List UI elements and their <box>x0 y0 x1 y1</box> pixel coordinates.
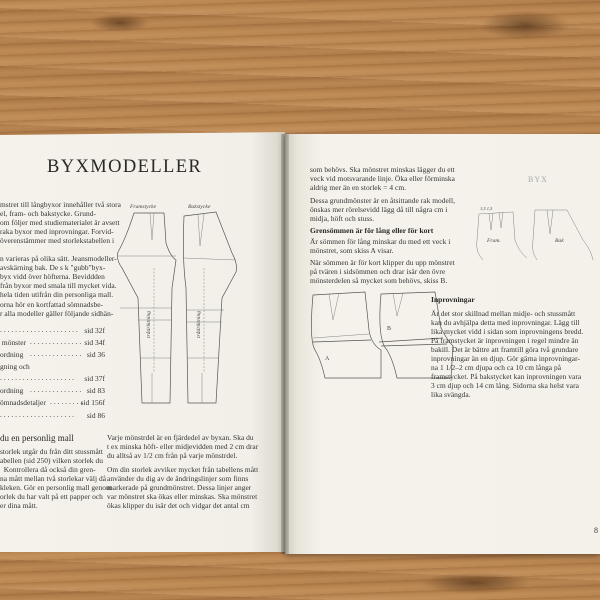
text-line: er dina mått. <box>0 501 38 510</box>
text-line: r alla modeller gäller följande sidhän- <box>0 309 114 318</box>
grain-label-front: trådriktning <box>146 310 152 338</box>
back-piece-label: Bakstycke <box>188 204 211 210</box>
text-line: orlek du har valt på ett papper och <box>0 492 103 501</box>
sketch-a-label: A <box>325 356 330 362</box>
text-line: markerade på grundmönstret. Dessa linjer anger <box>107 483 252 492</box>
text-line: använder du dig av de ändringslinjer som finns <box>107 474 249 483</box>
text-line: orna hör en kortfattad sömnadsbe- <box>0 300 104 309</box>
sketch-a-fold-line <box>313 340 371 342</box>
sketch-b-dart <box>393 293 403 316</box>
text-line: abellen (sid 250) vilken storlek du <box>0 456 103 465</box>
text-line: hela tiden utifrån din personliga mall. <box>0 290 114 299</box>
index-item: ordning . . . . . . . . . . . . . . sid 36 <box>0 349 105 359</box>
text-line: mönstret, som skiss A visar. <box>310 246 394 255</box>
dart-pattern-sketch <box>475 200 595 270</box>
back-sketch-outline <box>535 210 593 260</box>
front-sketch-side <box>477 214 483 260</box>
crotch-heading: Grensömmen är för lång eller för kort <box>310 226 434 235</box>
sketch-a-fold-line <box>313 334 369 338</box>
text-line: ökas klipper du isär det och vidgar det antal cm <box>107 501 250 510</box>
text-line: När sömmen är för kort klipper du upp mönstret <box>310 258 455 267</box>
text-line: på tvären i sidsömmen och drar isär den övre <box>310 267 446 276</box>
section-heading: du en personlig mall <box>0 433 74 443</box>
text-line: Dessa grundmönster är en åtsittande rak modell, <box>310 196 455 205</box>
front-piece-label: Framstycke <box>130 204 157 210</box>
text-line: na mått mellan två storlekar välj då <box>0 474 107 483</box>
index-item: ömnadsdetaljer . . . . . . . . . sid 156f <box>0 397 105 407</box>
back-sketch-side <box>533 210 538 260</box>
book-gutter <box>281 134 289 554</box>
text-line: var mönstret ska ökas eller minskas. Ska mönstret <box>107 492 258 501</box>
text-line: om följer med studiematerialet är avsett <box>0 218 120 227</box>
page-title: BYXMODELLER <box>47 157 203 177</box>
text-line: t ex minska höft- eller midjevidden med 2 cm drar <box>107 442 259 451</box>
text-line: midja, höft och stuss. <box>310 214 375 223</box>
text-line: Är sömmen för lång minskar du med ett veck i <box>310 237 451 246</box>
text-line: Om din storlek avviker mycket från tabellens mått <box>107 465 259 474</box>
sketch-a-outline <box>311 292 381 378</box>
back-dart <box>198 214 204 246</box>
text-line: lika mycket vidd i sidan som inprovningens bredd. <box>431 327 584 336</box>
text-line: na 1 1/2–2 cm djupa och ca 10 cm långa på <box>431 363 562 372</box>
text-line: inprovningar än en djup. Gör gärna inprovningar- <box>431 354 580 363</box>
wood-knot <box>420 572 530 594</box>
text-line: avskärning bak. De s k "gubb"byx- <box>0 263 106 272</box>
text-line: önskas mer rörelsevidd lägg då till några cm i <box>310 205 448 214</box>
text-line: Är det stor skillnad mellan midje- och stussmått <box>431 309 576 318</box>
text-line: framstycket. På bakstycket kan inprovningen vara <box>431 372 582 381</box>
text-line: storlek utgår du från ditt stussmått <box>0 447 103 456</box>
index-item: mönster . . . . . . . . . . . . . . sid 34f <box>0 337 105 347</box>
text-line: som behövs. Ska mönstret minskas lägger du ett <box>310 165 455 174</box>
trouser-pattern-figure <box>112 198 242 408</box>
text-line: byx vidd över höfterna. Beviddden <box>0 272 105 281</box>
dart-measure-label: 1,5 1,5 <box>480 206 493 211</box>
index-item: gning och <box>0 362 30 371</box>
front-dart <box>150 213 154 240</box>
back-sketch-dart <box>547 210 553 234</box>
corner-heading-fragment: BYX <box>528 175 548 184</box>
front-sketch-label: Fram. <box>487 238 501 244</box>
text-line: aldrig mer än en storlek = 4 cm. <box>310 183 407 192</box>
wood-knot <box>480 10 570 40</box>
text-line: från byxor med smala till mycket vida. <box>0 281 117 290</box>
grain-label-back: trådriktning <box>196 310 202 338</box>
text-line: veck vid motsvarande linje. Öka eller förminska <box>310 174 455 183</box>
index-item: ordning . . . . . . . . . . . . . . sid 83 <box>0 385 105 395</box>
text-line: raka byxor med inprovningar. Forvid- <box>0 227 114 236</box>
sketch-a-dart <box>329 293 339 320</box>
text-line: överenstämmer med storlekstabellen i <box>0 236 115 245</box>
wood-knot <box>90 14 150 32</box>
text-line: bakill. Det är bättre att framtill göra två grundare <box>431 345 579 354</box>
text-line: n varieras på olika sätt. Jeansmodeller- <box>0 254 117 263</box>
text-line: 3 cm djup och 14 cm lång. Sidorna ska helst vara <box>431 381 579 390</box>
text-line: du alltså av 1/2 cm från på varje mönstrdel. <box>107 451 238 460</box>
front-sketch-outline <box>479 212 527 258</box>
text-line: lika svängda. <box>431 390 471 399</box>
page-number: 8 <box>594 526 598 535</box>
adjustment-line <box>184 258 236 260</box>
front-sketch-darts <box>489 212 503 230</box>
back-sketch-label: Bak <box>555 238 564 244</box>
text-line: mönsterdelen så mycket som behövs, skiss B. <box>310 276 448 285</box>
text-line: mstret till långbyxor innehåller två stora <box>0 200 121 209</box>
back-piece-outline <box>183 212 236 403</box>
darts-heading: Inprovningar <box>431 295 475 304</box>
text-line: Kontrollera då också din gren- <box>0 465 96 474</box>
text-line: kleken. Gör en personlig mall genom <box>0 483 112 492</box>
text-line: kan du avhjälpa detta med inprovningar. Lägg till <box>431 318 580 327</box>
text-line: Varje mönstrdel är en fjärdedel av byxan. Ska du <box>107 433 254 442</box>
text-line: el, fram- och bakstycke. Grund- <box>0 209 96 218</box>
text-line: På framstycket är inprovningen i regel mindre än <box>431 336 579 345</box>
sketch-b-label: B <box>387 326 392 332</box>
